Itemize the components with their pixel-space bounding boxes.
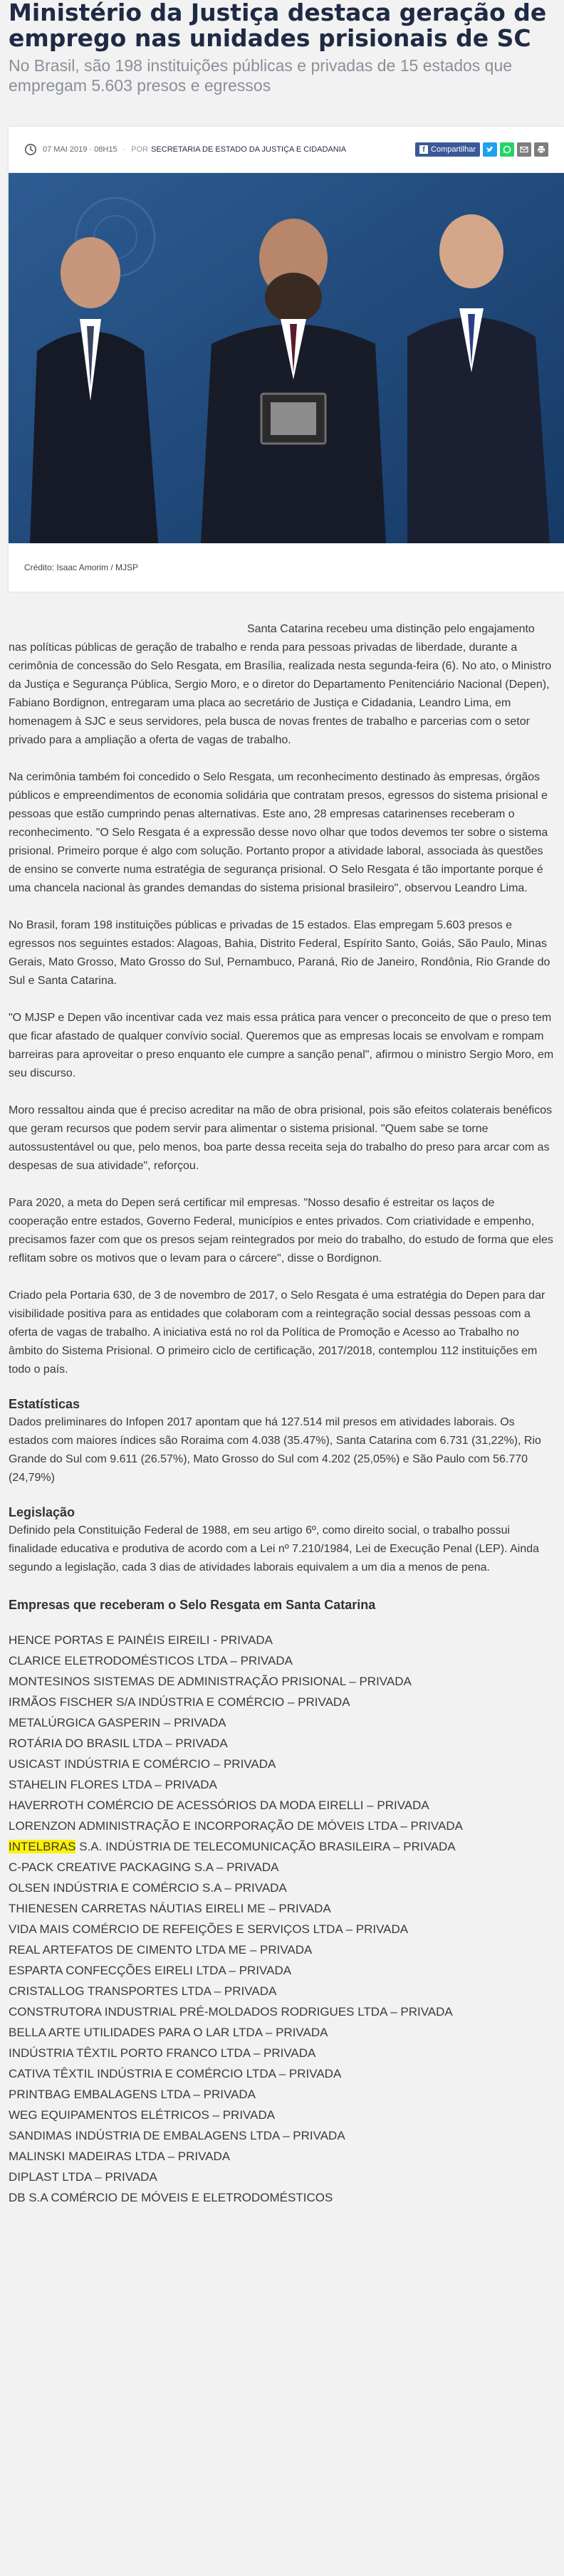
article-paragraph: No Brasil, foram 198 instituições públicas e privadas de 15 estados. Elas empregam 5.603 presos e egressos nos seguintes estados: Alagoas, Bahia, Distrito Federal, Espírito Santo, Goiás, São Paulo, Minas Gerais, Mato Grosso, Mato Grosso do Sul, Pernambuco, Paraná, Rio de Janeiro, Rondônia, Rio Grande do Sul e Santa Catarina. (9, 919, 550, 987)
article-photo (9, 173, 564, 543)
email-icon (520, 145, 528, 154)
meta-bar (9, 127, 564, 173)
companies-heading: Empresas que receberam o Selo Resgata em Santa Catarina (9, 1598, 376, 1612)
company-item: CLARICE ELETRODOMÉSTICOS LTDA – PRIVADA (9, 1654, 293, 1667)
company-item: ROTÁRIA DO BRASIL LTDA – PRIVADA (9, 1737, 228, 1750)
company-item: HENCE PORTAS E PAINÉIS EIREILI - PRIVADA (9, 1633, 273, 1647)
company-item: ESPARTA CONFECÇÕES EIRELI LTDA – PRIVADA (9, 1964, 292, 1977)
company-item: DB S.A COMÉRCIO DE MÓVEIS E ELETRODOMÉSTICOS (9, 2191, 333, 2204)
company-item (9, 1836, 555, 1857)
article-paragraph: Moro ressaltou ainda que é preciso acreditar na mão de obra prisional, pois são efeitos colaterais benéficos que geram recursos que podem servir para alimentar o sistema prisional. "Quem sabe se torne autossustentável ou que, pelo menos, boa parte dessa receita seja do trabalho do preso para arcar com as despesas de sua atividade", reforçou. (9, 1104, 553, 1172)
share-group (415, 142, 548, 157)
company-item: OLSEN INDÚSTRIA E COMÉRCIO S.A – PRIVADA (9, 1881, 287, 1895)
article-paragraph: Na cerimônia também foi concedido o Selo Resgata, um reconhecimento destinado às empresas, órgãos públicos e empreendimentos de economia solidária que contratam presos, egressos do sistema prisional e pessoas que estão cumprindo penas alternativas. Este ano, 28 empresas catarinenses receberam o reconhecimento. "O Selo Resgata é a expressão desse novo olhar que todos devemos ter sobre o sistema prisional. Primeiro porque é algo com solução. Portanto propor a atividade laboral, associada às questões de ensino se converte numa estratégia de segurança prisional. O Selo Resgata é tão importante porque é uma chancela nacional às grandes demandas do sistema prisional brasileiro", observou Leandro Lima. (9, 771, 548, 894)
article-subtitle: No Brasil, são 198 instituições públicas e privadas de 15 estados que empregam 5.603 presos e egressos (9, 56, 513, 95)
company-item: INDÚSTRIA TÊXTIL PORTO FRANCO LTDA – PRIVADA (9, 2046, 316, 2060)
stats-heading: Estatísticas (9, 1397, 80, 1411)
company-item: MONTESINOS SISTEMAS DE ADMINISTRAÇÃO PRISIONAL – PRIVADA (9, 1675, 412, 1688)
stats-text: Dados preliminares do Infopen 2017 apontam que há 127.514 mil presos em atividades laborais. Os estados com maiores índices são Roraima com 4.038 (35.47%), Santa Catarina com 6.731 (31,22%), Rio Grande do Sul com 9.611 (26.57%), Mato Grosso do Sul com 4.202 (25,05%) e São Paulo com 56.770 (24,79%) (9, 1416, 541, 1484)
company-item: THIENESEN CARRETAS NÁUTIAS EIRELI ME – PRIVADA (9, 1902, 331, 1915)
facebook-share-label: Compartilhar (431, 145, 476, 154)
company-item: REAL ARTEFATOS DE CIMENTO LTDA ME – PRIVADA (9, 1943, 313, 1957)
company-item: MALINSKI MADEIRAS LTDA – PRIVADA (9, 2150, 231, 2163)
facebook-share-button[interactable] (415, 142, 480, 157)
company-item: LORENZON ADMINISTRAÇÃO E INCORPORAÇÃO DE MÓVEIS LTDA – PRIVADA (9, 1819, 463, 1833)
print-share-button[interactable] (534, 142, 548, 157)
article-body (0, 620, 564, 2208)
company-item: PRINTBAG EMBALAGENS LTDA – PRIVADA (9, 2088, 256, 2101)
company-item: DIPLAST LTDA – PRIVADA (9, 2170, 157, 2184)
meta-author[interactable]: SECRETARIA DE ESTADO DA JUSTIÇA E CIDADANIA (151, 145, 347, 154)
company-item: CRISTALLOG TRANSPORTES LTDA – PRIVADA (9, 1984, 277, 1998)
print-icon (537, 145, 545, 154)
meta-date: 07 MAI 2019 · 08H15 (43, 145, 118, 154)
article-title: Ministério da Justiça destaca geração de emprego nas unidades prisionais de SC (9, 0, 547, 52)
twitter-icon (486, 145, 494, 154)
company-item: STAHELIN FLORES LTDA – PRIVADA (9, 1778, 217, 1791)
company-item: USICAST INDÚSTRIA E COMÉRCIO – PRIVADA (9, 1757, 276, 1771)
article-card (9, 127, 564, 592)
article-paragraph: Santa Catarina recebeu uma distinção pelo engajamento nas políticas públicas de geração de trabalho e renda para pessoas privadas de liberdade, durante a cerimônia de concessão do Selo Resgata, em Brasília, realizada nesta segunda-feira (6). No ato, o Ministro da Justiça e Segurança Pública, Sergio Moro, e o diretor do Departamento Penitenciário Nacional (Depen), Fabiano Bordignon, entregaram uma placa ao secretário de Justiça e Cidadania, Leandro Lima, em homenagem à SJC e seus servidores, pela busca de novas frentes de trabalho e parcerias com o setor privado para a ampliação a oferta de vagas de trabalho. (9, 623, 552, 746)
law-heading: Legislação (9, 1505, 75, 1519)
company-item: IRMÃOS FISCHER S/A INDÚSTRIA E COMÉRCIO – PRIVADA (9, 1695, 350, 1709)
email-share-button[interactable] (517, 142, 531, 157)
company-list (9, 1630, 555, 2208)
company-item: C-PACK CREATIVE PACKAGING S.A – PRIVADA (9, 1860, 279, 1874)
photo-credit: Crédito: Isaac Amorim / MJSP (24, 562, 139, 572)
company-item: CATIVA TÊXTIL INDÚSTRIA E COMÉRCIO LTDA – PRIVADA (9, 2067, 342, 2080)
clock-icon (24, 143, 37, 156)
company-item: WEG EQUIPAMENTOS ELÉTRICOS – PRIVADA (9, 2108, 276, 2122)
article-paragraph: Criado pela Portaria 630, de 3 de novembro de 2017, o Selo Resgata é uma estratégia do Depen para dar visibilidade positiva para as entidades que colaboram com a reintegração social dessas pessoas com a oferta de vagas de trabalho. A iniciativa está no rol da Política de Promoção e Acesso ao Trabalho no âmbito do Sistema Prisional. O primeiro ciclo de certificação, 2017/2018, contemplou 112 instituições em todo o país. (9, 1289, 545, 1376)
article-paragraph: "O MJSP e Depen vão incentivar cada vez mais essa prática para vencer o preconceito de que o preso tem que ficar afastado de qualquer convívio social. Queremos que as empresas locais se envolvam e rompam barreiras para aproveitar o preso enquanto ele cumpre a sanção penal", afirmou o ministro Sergio Moro, em seu discurso. (9, 1012, 554, 1079)
meta-separator: · (122, 145, 126, 154)
company-item: SANDIMAS INDÚSTRIA DE EMBALAGENS LTDA – PRIVADA (9, 2129, 345, 2142)
article-paragraph: Para 2020, a meta do Depen será certificar mil empresas. "Nosso desafio é estreitar os laços de cooperação entre estados, Governo Federal, municípios e entes privados. Com criatividade e empenho, precisamos fazer com que os presos sejam reintegrados por meio do trabalho, do estudo de forma que eles reflitam sobre os motivos que o levam para o cárcere", disse o Bordignon. (9, 1197, 553, 1265)
company-item: METALÚRGICA GASPERIN – PRIVADA (9, 1716, 226, 1729)
company-item: BELLA ARTE UTILIDADES PARA O LAR LTDA – PRIVADA (9, 2026, 328, 2039)
company-item-rest: S.A. INDÚSTRIA DE TELECOMUNICAÇÃO BRASILEIRA – PRIVADA (79, 1840, 456, 1853)
whatsapp-icon (503, 145, 511, 154)
facebook-icon: f (419, 145, 428, 154)
company-item: CONSTRUTORA INDUSTRIAL PRÉ-MOLDADOS RODRIGUES LTDA – PRIVADA (9, 2005, 453, 2019)
company-item: VIDA MAIS COMÉRCIO DE REFEIÇÕES E SERVIÇOS LTDA – PRIVADA (9, 1922, 409, 1936)
highlighted-company-name: INTELBRAS (9, 1840, 76, 1853)
twitter-share-button[interactable] (483, 142, 497, 157)
meta-by-label: POR (131, 145, 149, 154)
company-item: HAVERROTH COMÉRCIO DE ACESSÓRIOS DA MODA EIRELLI – PRIVADA (9, 1799, 429, 1812)
law-text: Definido pela Constituição Federal de 1988, em seu artigo 6º, como direito social, o trabalho possui finalidade educativa e produtiva de acordo com a Lei nº 7.210/1984, Lei de Execução Penal (LEP). Ainda segundo a legislação, cada 3 dias de atividades laborais equivalem a um dia a menos de pena. (9, 1524, 540, 1574)
whatsapp-share-button[interactable] (500, 142, 514, 157)
